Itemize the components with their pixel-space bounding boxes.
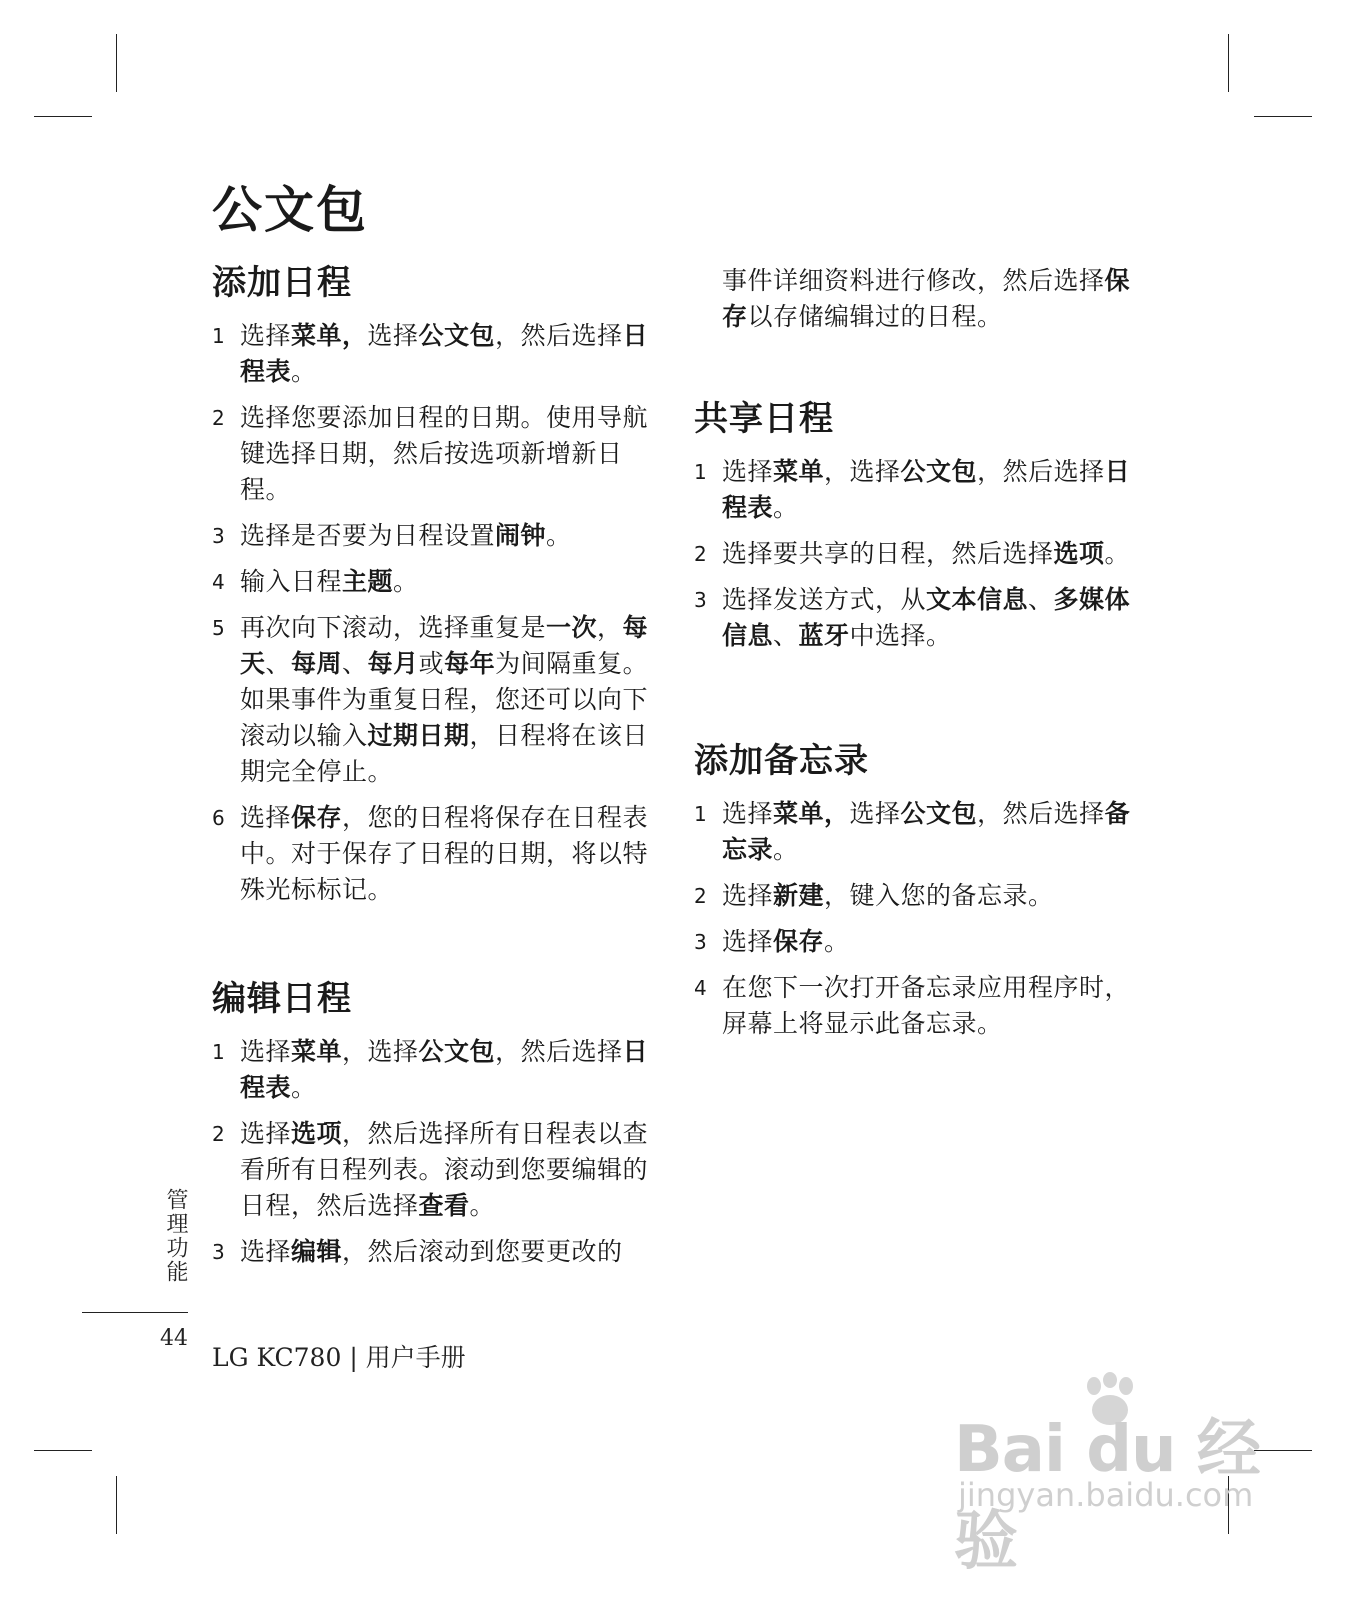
step-text	[722, 536, 1144, 572]
bold-term: 菜单，	[773, 799, 850, 828]
step-number: 1	[212, 324, 225, 348]
baidu-watermark	[954, 1372, 1264, 1579]
step-item	[694, 878, 1144, 914]
text-run: 、	[342, 649, 368, 678]
text-run: ，选择	[824, 457, 901, 486]
step-text	[722, 970, 1144, 1042]
page-title: 公文包	[212, 181, 368, 239]
step-number: 1	[694, 460, 707, 484]
bold-term: 保存	[291, 803, 343, 832]
step-list	[694, 796, 1144, 1042]
text-run: ，然后选择	[977, 799, 1105, 828]
step-text	[240, 1116, 662, 1224]
step-item	[212, 400, 662, 508]
step-item	[212, 610, 662, 790]
section-heading: 添加日程	[212, 263, 352, 303]
step-item	[212, 318, 662, 390]
text-run: 选择	[240, 1119, 292, 1148]
bold-term: 每年	[444, 649, 496, 678]
step-item	[212, 1034, 662, 1106]
step-number: 5	[212, 616, 225, 640]
step-text	[240, 1234, 662, 1270]
step-item	[212, 564, 662, 600]
text-run: 再次向下滚动，选择重复是	[240, 613, 547, 642]
bold-term: 公文包	[418, 1037, 496, 1066]
text-run: 。	[291, 1073, 317, 1102]
step-number: 1	[694, 802, 707, 826]
step-item	[212, 1234, 662, 1270]
section-edit-schedule	[212, 978, 662, 1280]
bold-term: 文本信息	[926, 585, 1029, 614]
text-run: 。	[773, 835, 799, 864]
bold-term: 菜单	[291, 1037, 343, 1066]
section-heading: 共享日程	[694, 399, 834, 439]
text-run: 选择	[722, 927, 774, 956]
step-text	[722, 454, 1144, 526]
text-run: 输入日程	[240, 567, 343, 596]
section-add-schedule	[212, 262, 662, 918]
bold-term: 备忘录	[722, 799, 1131, 864]
bold-term: 每周	[291, 649, 343, 678]
text-run: 选择您要添加日程的日期。使用导航键选择日期，然后按选项新增新日程。	[240, 403, 649, 504]
text-run: 。	[469, 1191, 496, 1220]
bold-term: 选项	[291, 1119, 343, 1148]
text-run: 选择	[722, 881, 774, 910]
text-run: 在您下一次打开备忘录应用程序时，屏幕上将显示此备忘录。	[722, 973, 1131, 1038]
crop-mark	[116, 1476, 117, 1534]
text-run: 为间隔重复。如果事件为重复日程，您还可以向下滚动以输入	[240, 649, 649, 750]
text-run: 选择	[849, 799, 901, 828]
bold-term: 选项	[1053, 539, 1105, 568]
bold-term: 保存	[722, 266, 1131, 331]
text-run: 选择要共享的日程，然后选择	[722, 539, 1054, 568]
bold-term: 日程表	[722, 457, 1131, 522]
text-run: ，您的日程将保存在日程表中。对于保存了日程的日期，将以特殊光标标记。	[240, 803, 649, 904]
divider	[82, 1312, 188, 1313]
text-run: 选择是否要为日程设置	[240, 521, 496, 550]
bold-term: 日程表	[240, 321, 649, 386]
text-run: 选择	[240, 321, 292, 350]
bold-term: 公文包	[418, 321, 496, 350]
step-item	[694, 454, 1144, 526]
bold-term: 新建	[773, 881, 825, 910]
section-heading: 编辑日程	[212, 979, 352, 1019]
watermark-url: jingyan.baidu.com	[958, 1476, 1254, 1514]
text-run: 、	[773, 621, 799, 650]
bold-term: 菜单，	[291, 321, 368, 350]
section-share-schedule	[694, 398, 1144, 664]
bold-term: 每天	[240, 613, 649, 678]
bold-term: 公文包	[900, 799, 978, 828]
step-number: 2	[694, 884, 707, 908]
bold-term: 编辑	[291, 1237, 343, 1266]
text-run: 选择	[367, 321, 419, 350]
step-text	[240, 318, 662, 390]
step-number: 2	[212, 1122, 225, 1146]
text-run: ，键入您的备忘录。	[824, 881, 1054, 910]
text-run: 。	[393, 567, 419, 596]
step-text	[722, 924, 1144, 960]
text-run: 、	[1028, 585, 1054, 614]
step-text	[240, 564, 662, 600]
step-number: 1	[212, 1040, 225, 1064]
step-text	[240, 400, 662, 508]
step-number: 3	[694, 930, 707, 954]
step-list	[212, 318, 662, 908]
text-run: 、	[265, 649, 292, 678]
text-run: 选择	[240, 1237, 292, 1266]
text-run: ，日程将在该日期完全停止。	[240, 721, 649, 786]
step-number: 3	[212, 524, 225, 548]
bold-term: 菜单	[773, 457, 825, 486]
step-list	[694, 454, 1144, 654]
step-item	[694, 796, 1144, 868]
text-run: 中选择。	[849, 621, 952, 650]
chapter-label: 管理功能	[163, 1188, 188, 1284]
text-run: 。	[824, 927, 850, 956]
text-run: ，	[597, 613, 623, 642]
text-run: 选择发送方式，从	[722, 585, 927, 614]
crop-mark	[34, 1450, 92, 1451]
step-item	[694, 536, 1144, 572]
bold-term: 蓝牙	[798, 621, 850, 650]
crop-mark	[34, 116, 92, 117]
text-run: 。	[773, 493, 799, 522]
step-list	[212, 1034, 662, 1270]
bold-term: 多媒体信息	[722, 585, 1131, 650]
step-number: 2	[212, 406, 225, 430]
step-text	[240, 610, 662, 790]
text-run: ，然后滚动到您要更改的	[342, 1237, 623, 1266]
crop-mark	[1254, 116, 1312, 117]
continuation-text	[694, 263, 1144, 335]
step-number: 4	[694, 976, 707, 1000]
step-text	[722, 582, 1144, 654]
step-item	[694, 582, 1144, 654]
step-number: 6	[212, 806, 225, 830]
step-text	[240, 800, 662, 908]
step-item	[212, 518, 662, 554]
bold-term: 每月	[367, 649, 419, 678]
step-text	[722, 796, 1144, 868]
crop-mark	[1228, 34, 1229, 92]
step-item	[212, 800, 662, 908]
text-run: ，然后选择	[977, 457, 1105, 486]
bold-term: 日程表	[240, 1037, 649, 1102]
bold-term: 查看	[418, 1191, 470, 1220]
footer-text: LG KC780 | 用户手册	[212, 1343, 466, 1372]
text-run: 。	[291, 357, 317, 386]
bold-term: 一次	[546, 613, 598, 642]
bold-term: 过期日期	[367, 721, 470, 750]
text-run: 。	[1104, 539, 1131, 568]
text-run: 选择	[722, 799, 774, 828]
bold-term: 公文包	[900, 457, 978, 486]
step-item	[694, 970, 1144, 1042]
step-text	[240, 518, 662, 554]
step-number: 3	[212, 1240, 225, 1264]
section-add-memo	[694, 740, 1144, 1052]
text-run: 事件详细资料进行修改，然后选择	[722, 266, 1105, 295]
step-item	[694, 924, 1144, 960]
text-run: 选择	[240, 803, 292, 832]
text-run: ，选择	[342, 1037, 419, 1066]
bold-term: 保存	[773, 927, 825, 956]
step-number: 2	[694, 542, 707, 566]
step-text	[722, 878, 1144, 914]
step-item	[212, 1116, 662, 1224]
edit-step-continuation	[694, 263, 1144, 335]
bold-term: 主题	[342, 567, 394, 596]
text-run: 选择	[722, 457, 774, 486]
page-number: 44	[160, 1326, 188, 1351]
text-run: 选择	[240, 1037, 292, 1066]
watermark-logo: Bai du 经验	[954, 1413, 1260, 1579]
text-run: ，然后选择	[495, 321, 623, 350]
text-run: 以存储编辑过的日程。	[747, 302, 1003, 331]
text-run: 或	[418, 649, 445, 678]
crop-mark	[116, 34, 117, 92]
step-number: 3	[694, 588, 707, 612]
text-run: ，然后选择	[495, 1037, 623, 1066]
step-number: 4	[212, 570, 225, 594]
text-run: 。	[546, 521, 572, 550]
bold-term: 闹钟	[495, 521, 547, 550]
step-text	[240, 1034, 662, 1106]
text-run: ，然后选择所有日程表以查看所有日程列表。滚动到您要编辑的日程，然后选择	[240, 1119, 649, 1220]
section-heading: 添加备忘录	[694, 741, 869, 781]
